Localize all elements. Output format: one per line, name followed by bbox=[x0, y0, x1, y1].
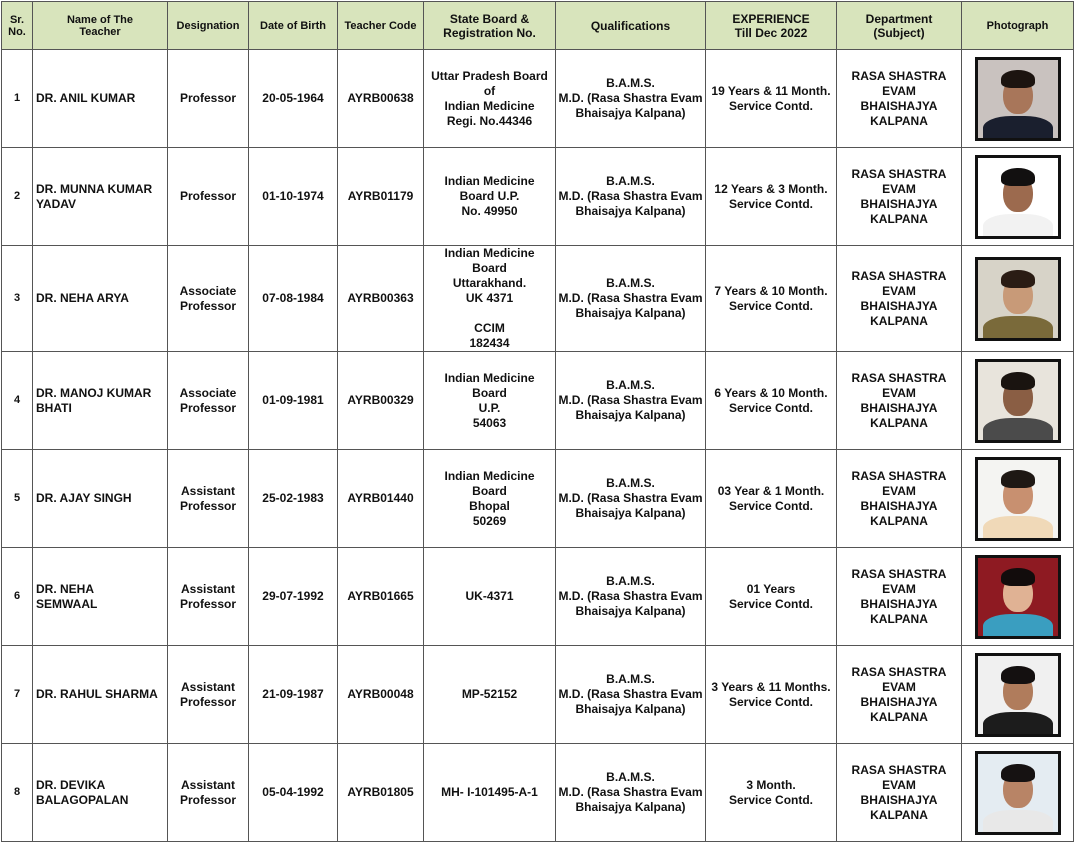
department-cell: RASA SHASTRA EVAM BHAISHAJYA KALPANA bbox=[837, 148, 962, 246]
department-cell: RASA SHASTRA EVAM BHAISHAJYA KALPANA bbox=[837, 646, 962, 744]
experience-cell: 01 Years Service Contd. bbox=[706, 548, 837, 646]
sr-cell: 1 bbox=[2, 50, 33, 148]
header-board: State Board & Registration No. bbox=[424, 2, 556, 50]
designation-cell: Associate Professor bbox=[168, 246, 249, 352]
teacher-code-cell: AYRB00329 bbox=[338, 352, 424, 450]
teacher-name: DR. RAHUL SHARMA bbox=[33, 646, 168, 744]
department-cell: RASA SHASTRA EVAM BHAISHAJYA KALPANA bbox=[837, 744, 962, 842]
teacher-photo bbox=[975, 359, 1061, 443]
table-row bbox=[2, 352, 1074, 450]
photograph-cell bbox=[962, 148, 1074, 246]
teacher-name: DR. MUNNA KUMAR YADAV bbox=[33, 148, 168, 246]
teacher-photo bbox=[975, 751, 1061, 835]
experience-cell: 6 Years & 10 Month. Service Contd. bbox=[706, 352, 837, 450]
qualifications-cell: B.A.M.S. M.D. (Rasa Shastra Evam Bhaisajya Kalpana) bbox=[556, 352, 706, 450]
teacher-code-cell: AYRB01665 bbox=[338, 548, 424, 646]
header-experience: EXPERIENCE Till Dec 2022 bbox=[706, 2, 837, 50]
teacher-name: DR. AJAY SINGH bbox=[33, 450, 168, 548]
registration-cell: Indian Medicine Board U.P. 54063 bbox=[424, 352, 556, 450]
qualifications-cell: B.A.M.S. M.D. (Rasa Shastra Evam Bhaisajya Kalpana) bbox=[556, 148, 706, 246]
date-of-birth-cell: 05-04-1992 bbox=[249, 744, 338, 842]
registration-cell: Indian Medicine Board Bhopal 50269 bbox=[424, 450, 556, 548]
table-row bbox=[2, 548, 1074, 646]
photo-shoulders bbox=[983, 418, 1053, 443]
qualifications-cell: B.A.M.S. M.D. (Rasa Shastra Evam Bhaisajya Kalpana) bbox=[556, 246, 706, 352]
designation-cell: Associate Professor bbox=[168, 352, 249, 450]
teacher-code-cell: AYRB01440 bbox=[338, 450, 424, 548]
photo-shoulders bbox=[983, 810, 1053, 835]
sr-cell: 8 bbox=[2, 744, 33, 842]
teacher-name: DR. NEHA ARYA bbox=[33, 246, 168, 352]
date-of-birth-cell: 21-09-1987 bbox=[249, 646, 338, 744]
photo-hair bbox=[1001, 70, 1035, 88]
experience-cell: 7 Years & 10 Month. Service Contd. bbox=[706, 246, 837, 352]
photograph-cell bbox=[962, 744, 1074, 842]
designation-cell: Professor bbox=[168, 148, 249, 246]
registration-cell: Uttar Pradesh Board of Indian Medicine Regi. No.44346 bbox=[424, 50, 556, 148]
experience-cell: 3 Years & 11 Months. Service Contd. bbox=[706, 646, 837, 744]
designation-cell: Assistant Professor bbox=[168, 646, 249, 744]
teacher-photo bbox=[975, 653, 1061, 737]
header-row bbox=[2, 2, 1074, 50]
photograph-cell bbox=[962, 450, 1074, 548]
photo-hair bbox=[1001, 666, 1035, 684]
photo-hair bbox=[1001, 764, 1035, 782]
table-row bbox=[2, 450, 1074, 548]
photo-hair bbox=[1001, 470, 1035, 488]
photo-shoulders bbox=[983, 116, 1053, 141]
teacher-name: DR. MANOJ KUMAR BHATI bbox=[33, 352, 168, 450]
teacher-photo bbox=[975, 155, 1061, 239]
registration-cell: Indian Medicine Board U.P. No. 49950 bbox=[424, 148, 556, 246]
photo-hair bbox=[1001, 372, 1035, 390]
department-cell: RASA SHASTRA EVAM BHAISHAJYA KALPANA bbox=[837, 450, 962, 548]
experience-cell: 3 Month. Service Contd. bbox=[706, 744, 837, 842]
teacher-code-cell: AYRB00638 bbox=[338, 50, 424, 148]
qualifications-cell: B.A.M.S. M.D. (Rasa Shastra Evam Bhaisajya Kalpana) bbox=[556, 744, 706, 842]
date-of-birth-cell: 01-09-1981 bbox=[249, 352, 338, 450]
header-designation: Designation bbox=[168, 2, 249, 50]
photo-hair bbox=[1001, 568, 1035, 586]
table-row bbox=[2, 646, 1074, 744]
photograph-cell bbox=[962, 246, 1074, 352]
experience-cell: 12 Years & 3 Month. Service Contd. bbox=[706, 148, 837, 246]
date-of-birth-cell: 25-02-1983 bbox=[249, 450, 338, 548]
photograph-cell bbox=[962, 646, 1074, 744]
designation-cell: Assistant Professor bbox=[168, 744, 249, 842]
date-of-birth-cell: 01-10-1974 bbox=[249, 148, 338, 246]
table-row bbox=[2, 246, 1074, 352]
header-code: Teacher Code bbox=[338, 2, 424, 50]
department-cell: RASA SHASTRA EVAM BHAISHAJYA KALPANA bbox=[837, 246, 962, 352]
sr-cell: 2 bbox=[2, 148, 33, 246]
department-cell: RASA SHASTRA EVAM BHAISHAJYA KALPANA bbox=[837, 352, 962, 450]
experience-cell: 03 Year & 1 Month. Service Contd. bbox=[706, 450, 837, 548]
qualifications-cell: B.A.M.S. M.D. (Rasa Shastra Evam Bhaisajya Kalpana) bbox=[556, 646, 706, 744]
header-department: Department (Subject) bbox=[837, 2, 962, 50]
qualifications-cell: B.A.M.S. M.D. (Rasa Shastra Evam Bhaisajya Kalpana) bbox=[556, 450, 706, 548]
photograph-cell bbox=[962, 548, 1074, 646]
table-row bbox=[2, 148, 1074, 246]
photo-shoulders bbox=[983, 614, 1053, 639]
photo-shoulders bbox=[983, 316, 1053, 341]
experience-cell: 19 Years & 11 Month. Service Contd. bbox=[706, 50, 837, 148]
sr-cell: 4 bbox=[2, 352, 33, 450]
teacher-photo bbox=[975, 457, 1061, 541]
sr-cell: 7 bbox=[2, 646, 33, 744]
header-qualifications: Qualifications bbox=[556, 2, 706, 50]
registration-cell: MH- I-101495-A-1 bbox=[424, 744, 556, 842]
department-cell: RASA SHASTRA EVAM BHAISHAJYA KALPANA bbox=[837, 548, 962, 646]
teacher-photo bbox=[975, 57, 1061, 141]
sr-cell: 5 bbox=[2, 450, 33, 548]
photo-hair bbox=[1001, 168, 1035, 186]
teacher-code-cell: AYRB00048 bbox=[338, 646, 424, 744]
teacher-code-cell: AYRB01179 bbox=[338, 148, 424, 246]
date-of-birth-cell: 20-05-1964 bbox=[249, 50, 338, 148]
photo-shoulders bbox=[983, 214, 1053, 239]
teacher-name: DR. ANIL KUMAR bbox=[33, 50, 168, 148]
teacher-code-cell: AYRB00363 bbox=[338, 246, 424, 352]
designation-cell: Professor bbox=[168, 50, 249, 148]
qualifications-cell: B.A.M.S. M.D. (Rasa Shastra Evam Bhaisajya Kalpana) bbox=[556, 50, 706, 148]
designation-cell: Assistant Professor bbox=[168, 450, 249, 548]
photograph-cell bbox=[962, 352, 1074, 450]
teacher-code-cell: AYRB01805 bbox=[338, 744, 424, 842]
photo-hair bbox=[1001, 270, 1035, 288]
photo-shoulders bbox=[983, 712, 1053, 737]
sr-cell: 6 bbox=[2, 548, 33, 646]
designation-cell: Assistant Professor bbox=[168, 548, 249, 646]
teacher-name: DR. NEHA SEMWAAL bbox=[33, 548, 168, 646]
registration-cell: MP-52152 bbox=[424, 646, 556, 744]
teacher-name: DR. DEVIKA BALAGOPALAN bbox=[33, 744, 168, 842]
sr-cell: 3 bbox=[2, 246, 33, 352]
date-of-birth-cell: 07-08-1984 bbox=[249, 246, 338, 352]
teacher-photo bbox=[975, 257, 1061, 341]
photograph-cell bbox=[962, 50, 1074, 148]
header-sr: Sr. No. bbox=[2, 2, 33, 50]
faculty-table bbox=[1, 1, 1074, 842]
header-dob: Date of Birth bbox=[249, 2, 338, 50]
registration-cell: UK-4371 bbox=[424, 548, 556, 646]
header-photo: Photograph bbox=[962, 2, 1074, 50]
teacher-photo bbox=[975, 555, 1061, 639]
department-cell: RASA SHASTRA EVAM BHAISHAJYA KALPANA bbox=[837, 50, 962, 148]
qualifications-cell: B.A.M.S. M.D. (Rasa Shastra Evam Bhaisajya Kalpana) bbox=[556, 548, 706, 646]
table-row bbox=[2, 744, 1074, 842]
table-row bbox=[2, 50, 1074, 148]
photo-shoulders bbox=[983, 516, 1053, 541]
registration-cell: Indian Medicine Board Uttarakhand. UK 4371 CCIM 182434 bbox=[424, 246, 556, 352]
header-name: Name of The Teacher bbox=[33, 2, 168, 50]
date-of-birth-cell: 29-07-1992 bbox=[249, 548, 338, 646]
